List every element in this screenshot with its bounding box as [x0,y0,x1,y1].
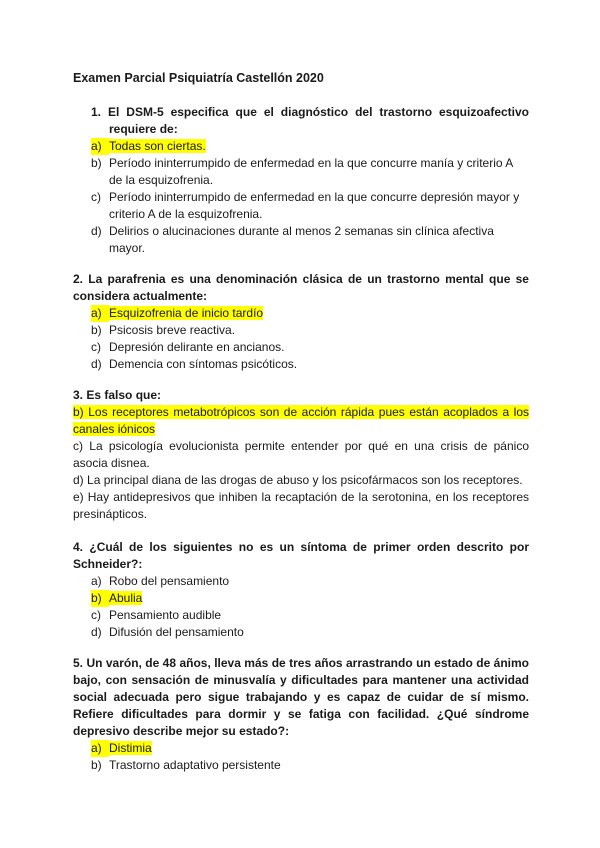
question-4 [73,539,529,641]
option-3d: d) La principal diana de las drogas de abuso y los psicofármacos son los receptores. [73,473,523,487]
question-2-number: 2. [73,272,84,286]
question-5 [73,655,529,774]
option-2c: c) Depresión delirante en ancianos. [91,340,285,354]
question-5-options [73,740,529,774]
option-4d: d) Difusión del pensamiento [91,625,244,639]
option-1a: a) Todas son ciertas. [91,139,206,153]
question-1-text: 1. El DSM-5 especifica que el diagnóstico del trastorno esquizoafectivo requiere de: [91,105,529,136]
option-4c: c) Pensamiento audible [91,608,222,622]
option-3c: c) La psicología evolucionista permite entender por qué en una crisis de pánico asocia disnea. [73,439,529,470]
option-5b: b) Trastorno adaptativo persistente [91,758,281,772]
question-2-text: 2. La parafrenia es una denominación clásica de un trastorno mental que se considera actualmente: [73,272,529,303]
question-4-options [73,573,529,641]
question-3-text: 3. Es falso que: [73,388,162,402]
question-5-number: 5. [73,656,84,670]
option-3b: b) Los receptores metabotrópicos son de acción rápida pues están acoplados a los canales iónicos [73,405,529,436]
option-2a: a) Esquizofrenia de inicio tardío [91,306,264,320]
question-1-options [73,138,529,257]
question-5-text: 5. Un varón, de 48 años, lleva más de tres años arrastrando un estado de ánimo bajo, con sensación de minusvalía y dificultades para mantener una actividad social adecuada pero sigue trabajando y es capaz de cuidar de sí mismo. Refiere dificultades para dormir y se fatiga con facilidad. ¿Qué síndrome depresivo describe mejor su estado?: [73,656,529,738]
option-3e: e) Hay antidepresivos que inhiben la recaptación de la serotonina, en los receptores presinápticos. [73,490,529,521]
question-1 [73,104,529,257]
option-2d: d) Demencia con síntomas psicóticos. [91,357,298,371]
question-1-number: 1. [91,105,102,119]
option-1c: c) Período ininterrumpido de enfermedad en la que concurre depresión mayor y criterio A de la esquizofrenia. [91,190,520,221]
option-4a: a) Robo del pensamiento [91,574,230,588]
document-title: Examen Parcial Psiquiatría Castellón 2020 [73,71,324,85]
question-3 [73,387,529,523]
question-2-options [73,305,529,373]
question-4-number: 4. [73,540,84,554]
option-1b: b) Período ininterrumpido de enfermedad en la que concurre manía y criterio A de la esquizofrenia. [91,156,513,187]
question-3-number: 3. [73,388,84,402]
question-2 [73,271,529,373]
option-5a: a) Distimia [91,741,152,755]
option-2b: b) Psicosis breve reactiva. [91,323,236,337]
option-4b: b) Abulia [91,591,143,605]
question-4-text: 4. ¿Cuál de los siguientes no es un síntoma de primer orden descrito por Schneider?: [73,540,529,571]
option-1d: d) Delirios o alucinaciones durante al menos 2 semanas sin clínica afectiva mayor. [91,224,494,255]
question-3-options [73,404,529,523]
